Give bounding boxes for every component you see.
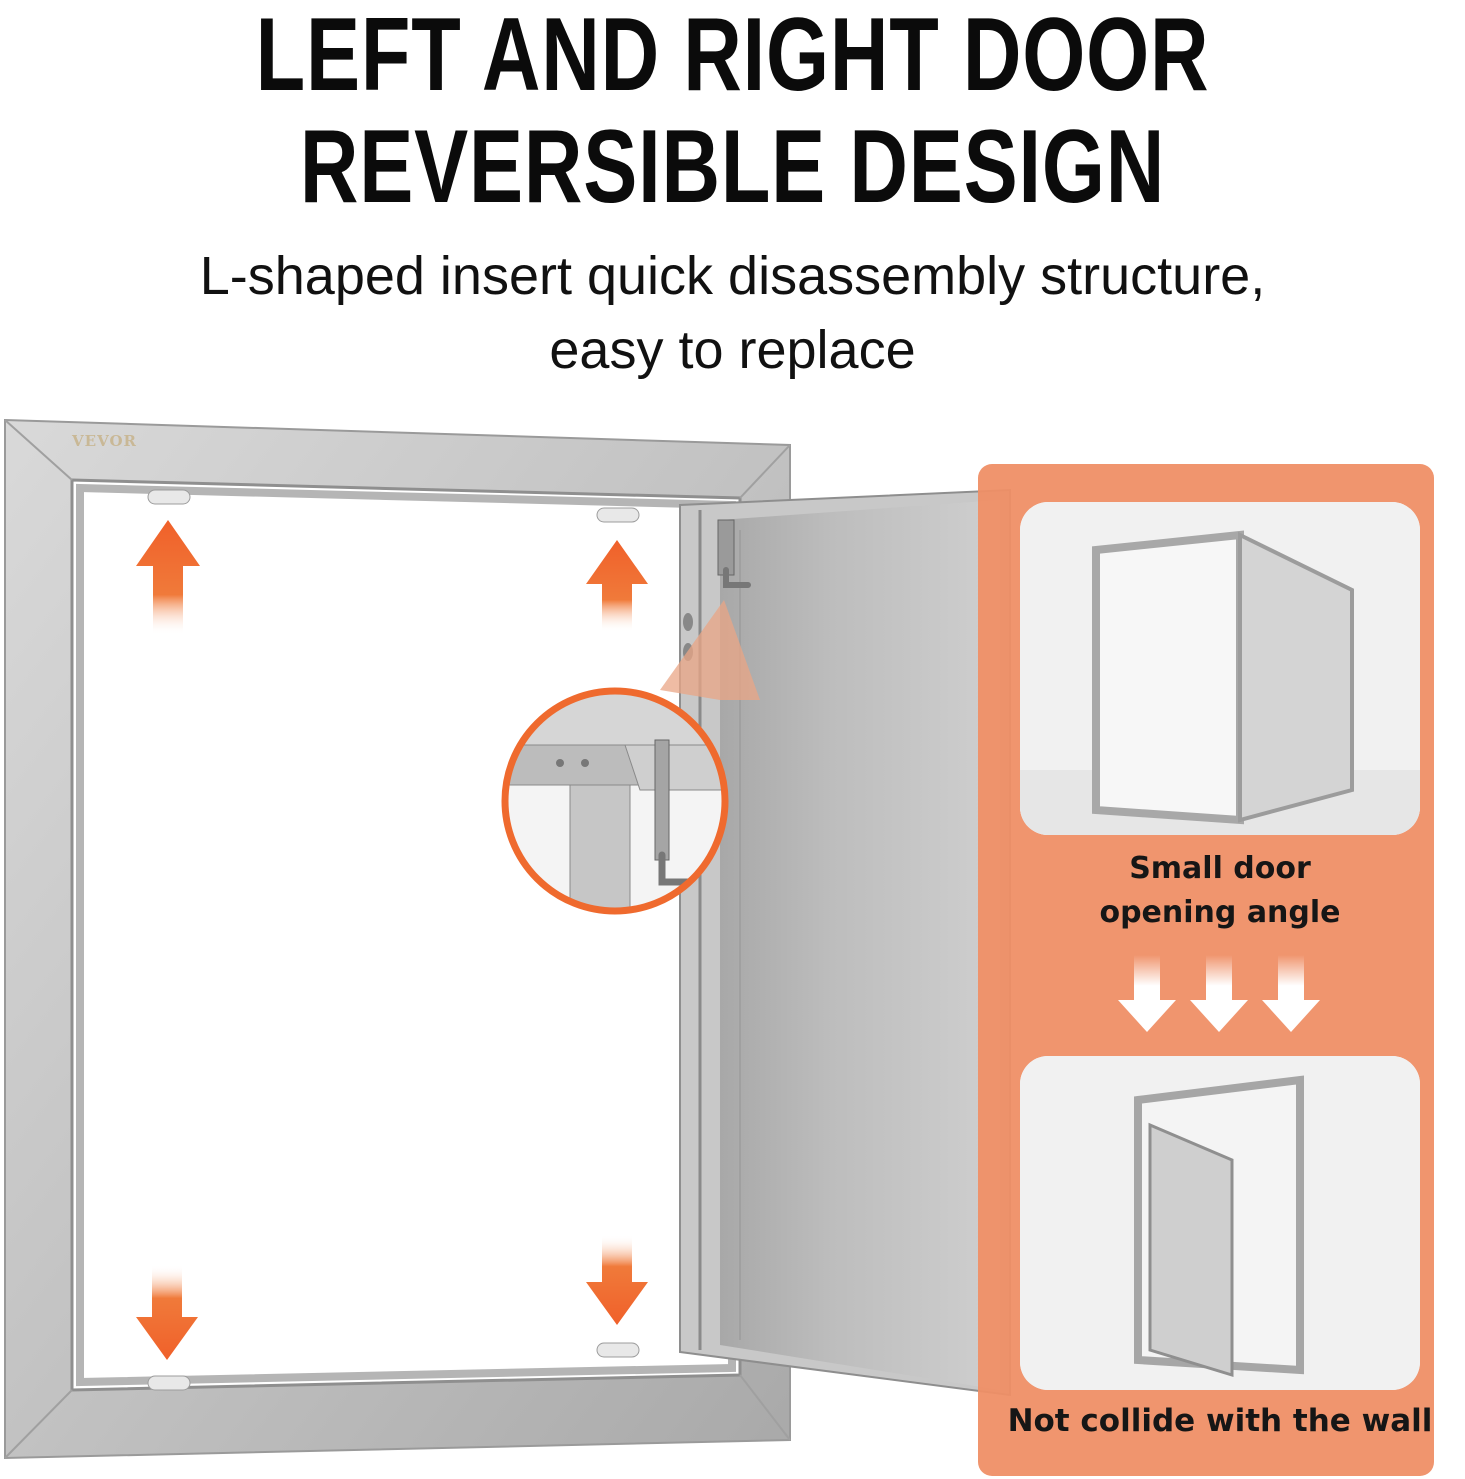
brand-logo: VEVOR [72,432,137,450]
wall-caption: Not collide with the wall [1007,1403,1433,1439]
subtitle-line-2: easy to replace [549,320,916,380]
small-angle-caption [1020,847,1420,935]
title-line-1: LEFT AND RIGHT DOOR [255,0,1210,113]
title-line-2: REVERSIBLE DESIGN [299,109,1166,225]
small-angle-caption-line-2: opening angle [1099,895,1341,930]
wall-clearance-photo [1020,1056,1420,1390]
small-angle-photo [1020,502,1420,835]
small-angle-caption-line-1: Small door [1129,851,1311,886]
door-frame [5,420,790,1458]
subtitle-line-1: L-shaped insert quick disassembly structure, [199,246,1266,306]
